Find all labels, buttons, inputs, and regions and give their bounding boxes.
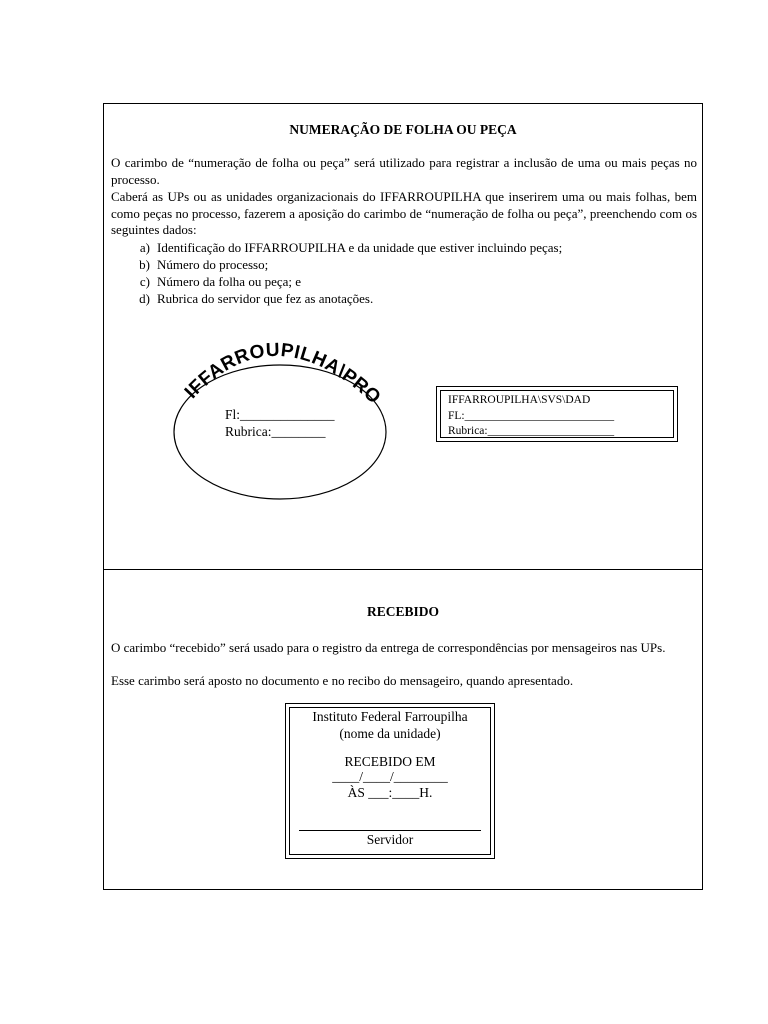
paragraph-numeracao-2: Caberá as UPs ou as unidades organizacionais do IFFARROUPILHA que inserirem uma ou mais folhas, bem como peças no processo, fazerem a aposição do carimbo de “numeração de folha ou peça”, preenchendo com os seguintes dados: bbox=[111, 189, 697, 237]
list-item: d) Rubrica do servidor que fez as anotações. bbox=[139, 291, 374, 306]
list-item: c) Número da folha ou peça; e bbox=[139, 274, 302, 289]
paragraph-recebido-2: Esse carimbo será aposto no documento e no recibo do mensageiro, quando apresentado. bbox=[111, 673, 574, 688]
paragraph-recebido-1: O carimbo “recebido” será usado para o registro da entrega de correspondências por mensageiros nas UPs. bbox=[111, 640, 666, 655]
svg-text:IFFARROUPILHA\PROAD bbox=[169, 329, 385, 409]
list-item: b) Número do processo; bbox=[139, 257, 269, 272]
list-item: a) Identificação do IFFARROUPILHA e da unidade que estiver incluindo peças; bbox=[139, 240, 563, 255]
rect-stamp-rubrica-line: Rubrica:______________________ bbox=[448, 425, 615, 437]
section-title-recebido: RECEBIDO bbox=[366, 604, 439, 619]
section-numeracao bbox=[104, 104, 702, 570]
oval-stamp-arc-text: IFFARROUPILHA\PRO bbox=[180, 339, 385, 409]
rect-stamp bbox=[436, 386, 678, 442]
rect-stamp-fl-line: FL:__________________________ bbox=[448, 409, 615, 422]
section-title-numeracao: NUMERAÇÃO DE FOLHA OU PEÇA bbox=[289, 122, 517, 137]
oval-stamp-fields bbox=[225, 406, 335, 440]
recebido-stamp bbox=[285, 703, 495, 859]
section-recebido bbox=[104, 570, 702, 890]
stamp-date-line: ____/____/________ bbox=[332, 769, 448, 784]
stamp-unit: (nome da unidade) bbox=[339, 726, 441, 741]
stamp-institution: Instituto Federal Farroupilha bbox=[312, 709, 468, 724]
oval-fl-line: Fl:______________ bbox=[225, 407, 335, 422]
stamp-signer-label: Servidor bbox=[366, 832, 414, 847]
data-list bbox=[111, 239, 691, 307]
stamp-received-label: RECEBIDO EM bbox=[344, 754, 436, 769]
oval-rubrica-line: Rubrica:________ bbox=[225, 424, 326, 439]
document-frame bbox=[103, 103, 703, 890]
rect-stamp-header: IFFARROUPILHA\SVS\DAD bbox=[448, 394, 591, 406]
stamp-time-line: ÀS ___:____H. bbox=[347, 785, 433, 800]
signature-line bbox=[299, 830, 481, 831]
paragraph-numeracao-1: O carimbo de “numeração de folha ou peça” será utilizado para registrar a inclusão de uma ou mais peças no processo. bbox=[111, 155, 697, 187]
